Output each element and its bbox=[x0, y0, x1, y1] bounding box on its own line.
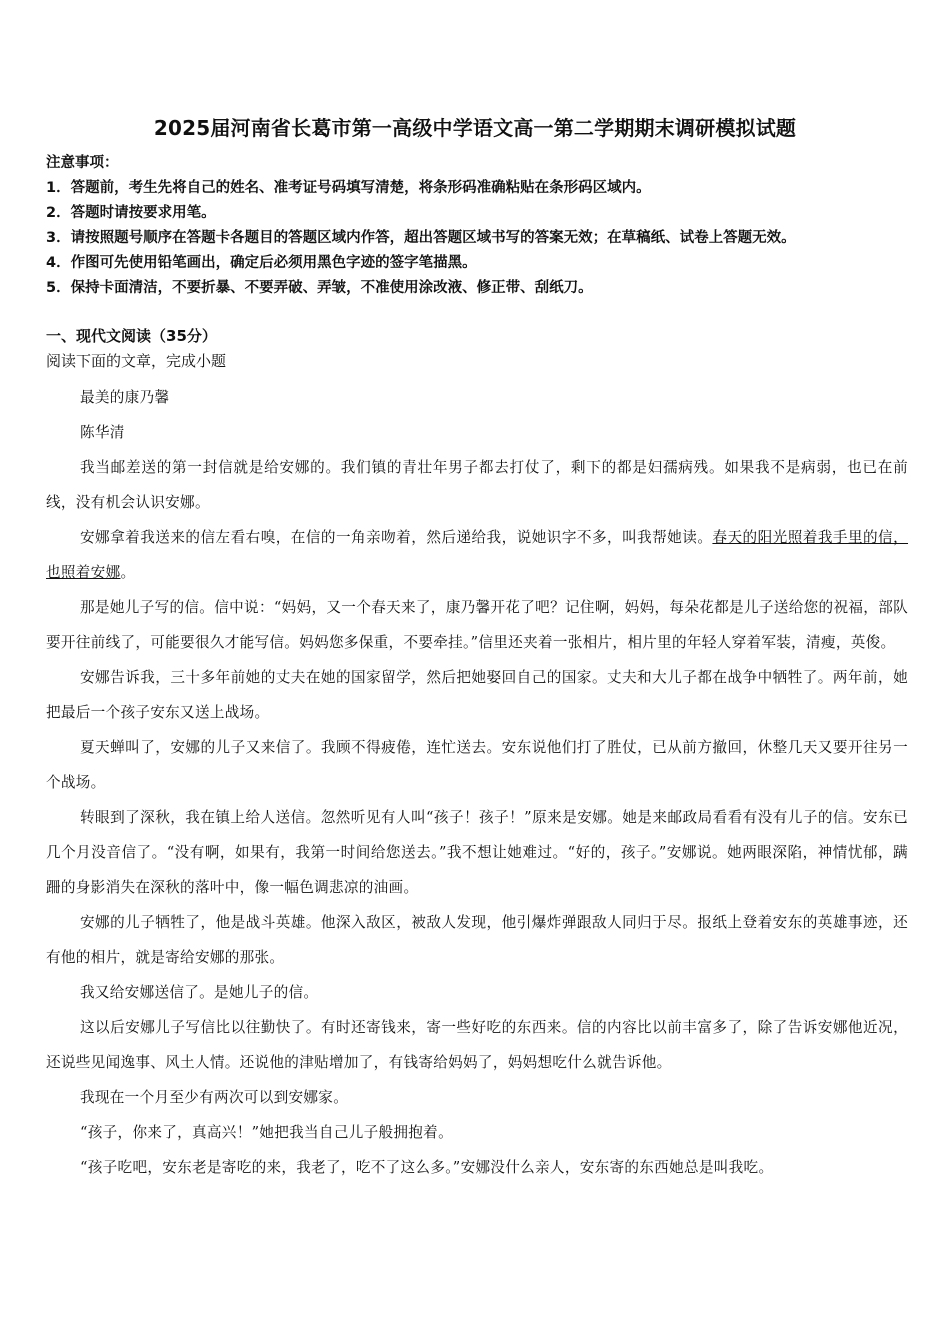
section-instruction: 阅读下面的文章，完成小题 bbox=[46, 352, 227, 370]
article-paragraph: 那是她儿子写的信。信中说：“妈妈，又一个春天来了，康乃馨开花了吧？记住啊，妈妈，每朵花都是儿子送给您的祝福，部队要开往前线了，可能要很久才能写信。妈妈您多保重，不要牵挂。”信里还夹着一张相片，相片里的年轻人穿着军装，清瘦，英俊。 bbox=[46, 599, 908, 651]
notice-item: 1．答题前，考生先将自己的姓名、准考证号码填写清楚，将条形码准确粘贴在条形码区域内。 bbox=[46, 180, 651, 196]
notice-item: 4．作图可先使用铅笔画出，确定后必须用黑色字迹的签字笔描黑。 bbox=[46, 255, 477, 271]
paragraph-text: 安娜拿着我送来的信左看右嗅，在信的一角亲吻着，然后递给我，说她识字不多，叫我帮她读。 bbox=[80, 529, 713, 546]
article-paragraph: “孩子，你来了，真高兴！”她把我当自己儿子般拥抱着。 bbox=[80, 1124, 453, 1141]
article-paragraph: 安娜告诉我，三十多年前她的丈夫在她的国家留学，然后把她娶回自己的国家。丈夫和大儿子都在战争中牺牲了。两年前，她把最后一个孩子安东又送上战场。 bbox=[46, 669, 908, 721]
article-paragraph: 我现在一个月至少有两次可以到安娜家。 bbox=[80, 1089, 349, 1106]
paragraph-text: 。 bbox=[120, 564, 136, 581]
article-paragraph: 我当邮差送的第一封信就是给安娜的。我们镇的青壮年男子都去打仗了，剩下的都是妇孺病残。如果我不是病弱，也已在前线，没有机会认识安娜。 bbox=[46, 459, 908, 511]
notice-item: 3．请按照题号顺序在答题卡各题目的答题区域内作答，超出答题区域书写的答案无效；在草稿纸、试卷上答题无效。 bbox=[46, 230, 796, 246]
article-paragraph: “孩子吃吧，安东老是寄吃的来，我老了，吃不了这么多。”安娜没什么亲人，安东寄的东西她总是叫我吃。 bbox=[80, 1159, 774, 1176]
article-paragraph: 我又给安娜送信了。是她儿子的信。 bbox=[80, 984, 319, 1001]
article-paragraph bbox=[46, 520, 908, 590]
article-paragraph: 夏天蝉叫了，安娜的儿子又来信了。我顾不得疲倦，连忙送去。安东说他们打了胜仗，已从前方撤回，休整几天又要开往另一个战场。 bbox=[46, 739, 908, 791]
underlined-sentence: 春天的阳光照着我手里的信，也照着安娜 bbox=[46, 529, 909, 581]
notice-item: 2．答题时请按要求用笔。 bbox=[46, 205, 216, 221]
exam-title: 2025届河南省长葛市第一高级中学语文高一第二学期期末调研模拟试题 bbox=[153, 116, 797, 140]
article-title: 最美的康乃馨 bbox=[80, 389, 170, 406]
notice-block bbox=[46, 151, 916, 301]
article-author: 陈华清 bbox=[80, 424, 125, 441]
article-paragraph: 安娜的儿子牺牲了，他是战斗英雄。他深入敌区，被敌人发现，他引爆炸弹跟敌人同归于尽。报纸上登着安东的英雄事迹，还有他的相片，就是寄给安娜的那张。 bbox=[46, 914, 908, 966]
notice-item: 5．保持卡面清洁，不要折暴、不要弄破、弄皱，不准使用涂改液、修正带、刮纸刀。 bbox=[46, 280, 593, 296]
section-heading: 一、现代文阅读（35分） bbox=[46, 327, 217, 345]
notice-heading: 注意事项： bbox=[46, 155, 119, 171]
article-paragraph: 转眼到了深秋，我在镇上给人送信。忽然听见有人叫“孩子！孩子！”原来是安娜。她是来邮政局看看有没有儿子的信。安东已几个月没音信了。“没有啊，如果有，我第一时间给您送去。”我不想让她难过。“好的，孩子。”安娜说。她两眼深陷，神情忧郁，蹒跚的身影消失在深秋的落叶中，像一幅色调悲凉的油画。 bbox=[46, 809, 908, 896]
article-paragraph: 这以后安娜儿子写信比以往勤快了。有时还寄钱来，寄一些好吃的东西来。信的内容比以前丰富多了，除了告诉安娜他近况，还说些见闻逸事、风土人情。还说他的津贴增加了，有钱寄给妈妈了，妈妈想吃什么就告诉他。 bbox=[46, 1019, 908, 1071]
reading-article bbox=[46, 380, 908, 1185]
